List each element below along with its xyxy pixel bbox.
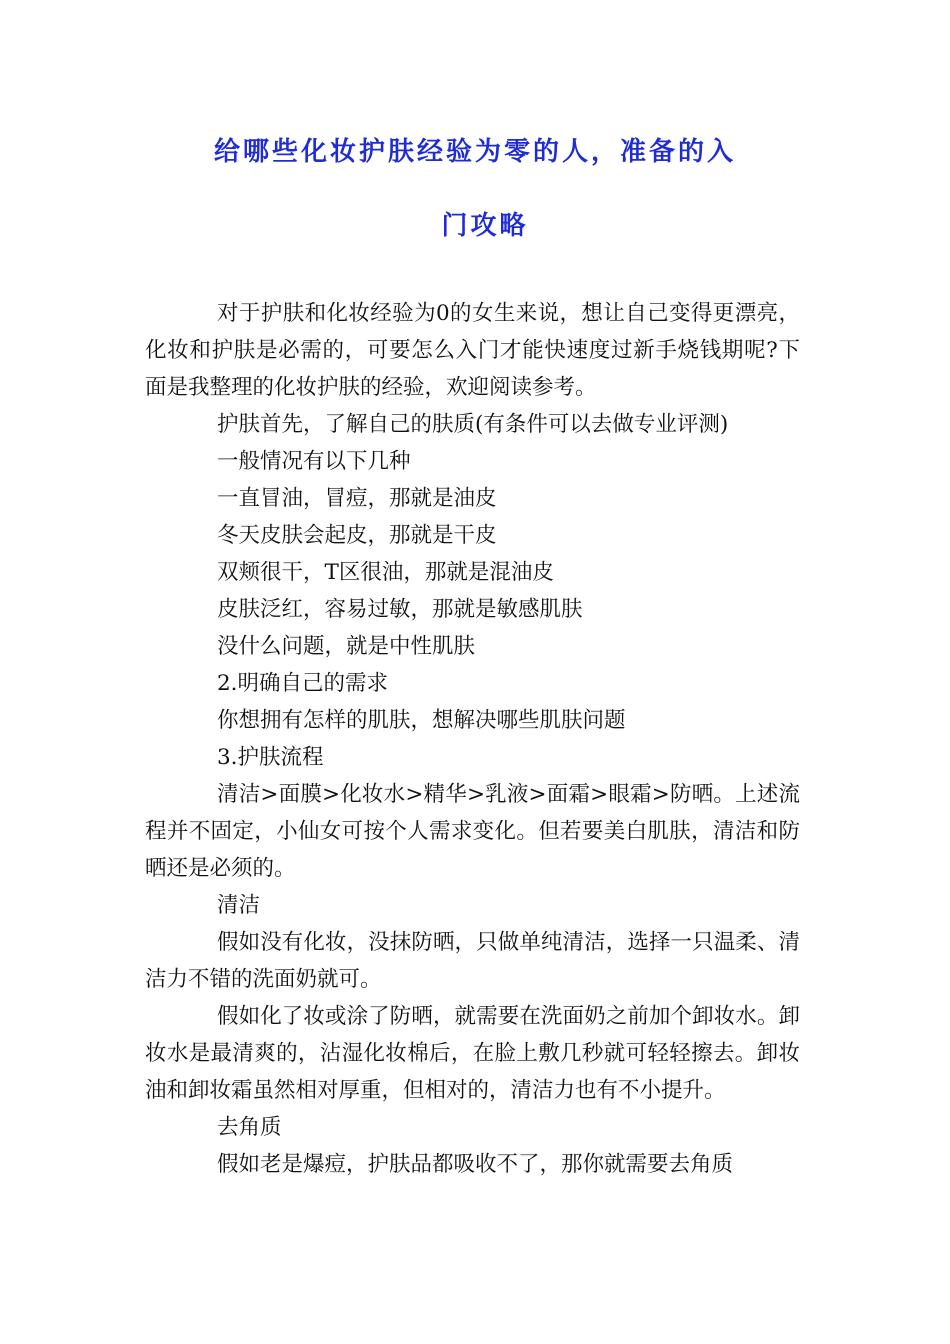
paragraph-routine: 清洁>面膜>化妆水>精华>乳液>面霜>眼霜>防晒。上述流程并不固定，小仙女可按个人需求变化。但若要美白肌肤，清洁和防晒还是必须的。: [145, 782, 800, 881]
paragraph-needs-heading: 2.明确自己的需求: [217, 671, 389, 696]
paragraph-exfoliation: 假如老是爆痘，护肤品都吸收不了，那你就需要去角质: [217, 1152, 734, 1177]
paragraph-oily-skin: 一直冒油，冒痘，那就是油皮: [217, 486, 497, 511]
paragraph-cleansing-heading: 清洁: [217, 893, 261, 918]
paragraph-combination-skin: 双颊很干，T区很油，那就是混油皮: [217, 560, 554, 585]
paragraph-routine-heading: 3.护肤流程: [217, 745, 324, 770]
document-title-line-2: 门攻略: [441, 211, 529, 241]
document-body: [145, 295, 800, 1183]
paragraph-needs: 你想拥有怎样的肌肤，想解决哪些肌肤问题: [217, 708, 626, 733]
paragraph-intro: 对于护肤和化妆经验为0的女生来说，想让自己变得更漂亮，化妆和护肤是必需的，可要怎么入门才能快速度过新手烧钱期呢?下面是我整理的化妆护肤的经验，欢迎阅读参考。: [145, 301, 800, 400]
paragraph-skin-type-heading: 护肤首先，了解自己的肤质(有条件可以去做专业评测): [217, 412, 729, 437]
paragraph-skin-type-intro: 一般情况有以下几种: [217, 449, 411, 474]
paragraph-cleansing-makeup: 假如化了妆或涂了防晒，就需要在洗面奶之前加个卸妆水。卸妆水是最清爽的，沾湿化妆棉后，在脸上敷几秒就可轻轻擦去。卸妆油和卸妆霜虽然相对厚重，但相对的，清洁力也有不小提升。: [145, 1004, 800, 1103]
document-title-line-1: 给哪些化妆护肤经验为零的人，准备的入: [213, 137, 736, 167]
paragraph-dry-skin: 冬天皮肤会起皮，那就是干皮: [217, 523, 497, 548]
paragraph-normal-skin: 没什么问题，就是中性肌肤: [217, 634, 476, 659]
paragraph-sensitive-skin: 皮肤泛红，容易过敏，那就是敏感肌肤: [217, 597, 583, 622]
paragraph-cleansing-basic: 假如没有化妆，没抹防晒，只做单纯清洁，选择一只温柔、清洁力不错的洗面奶就可。: [145, 930, 800, 992]
paragraph-exfoliation-heading: 去角质: [217, 1115, 282, 1140]
